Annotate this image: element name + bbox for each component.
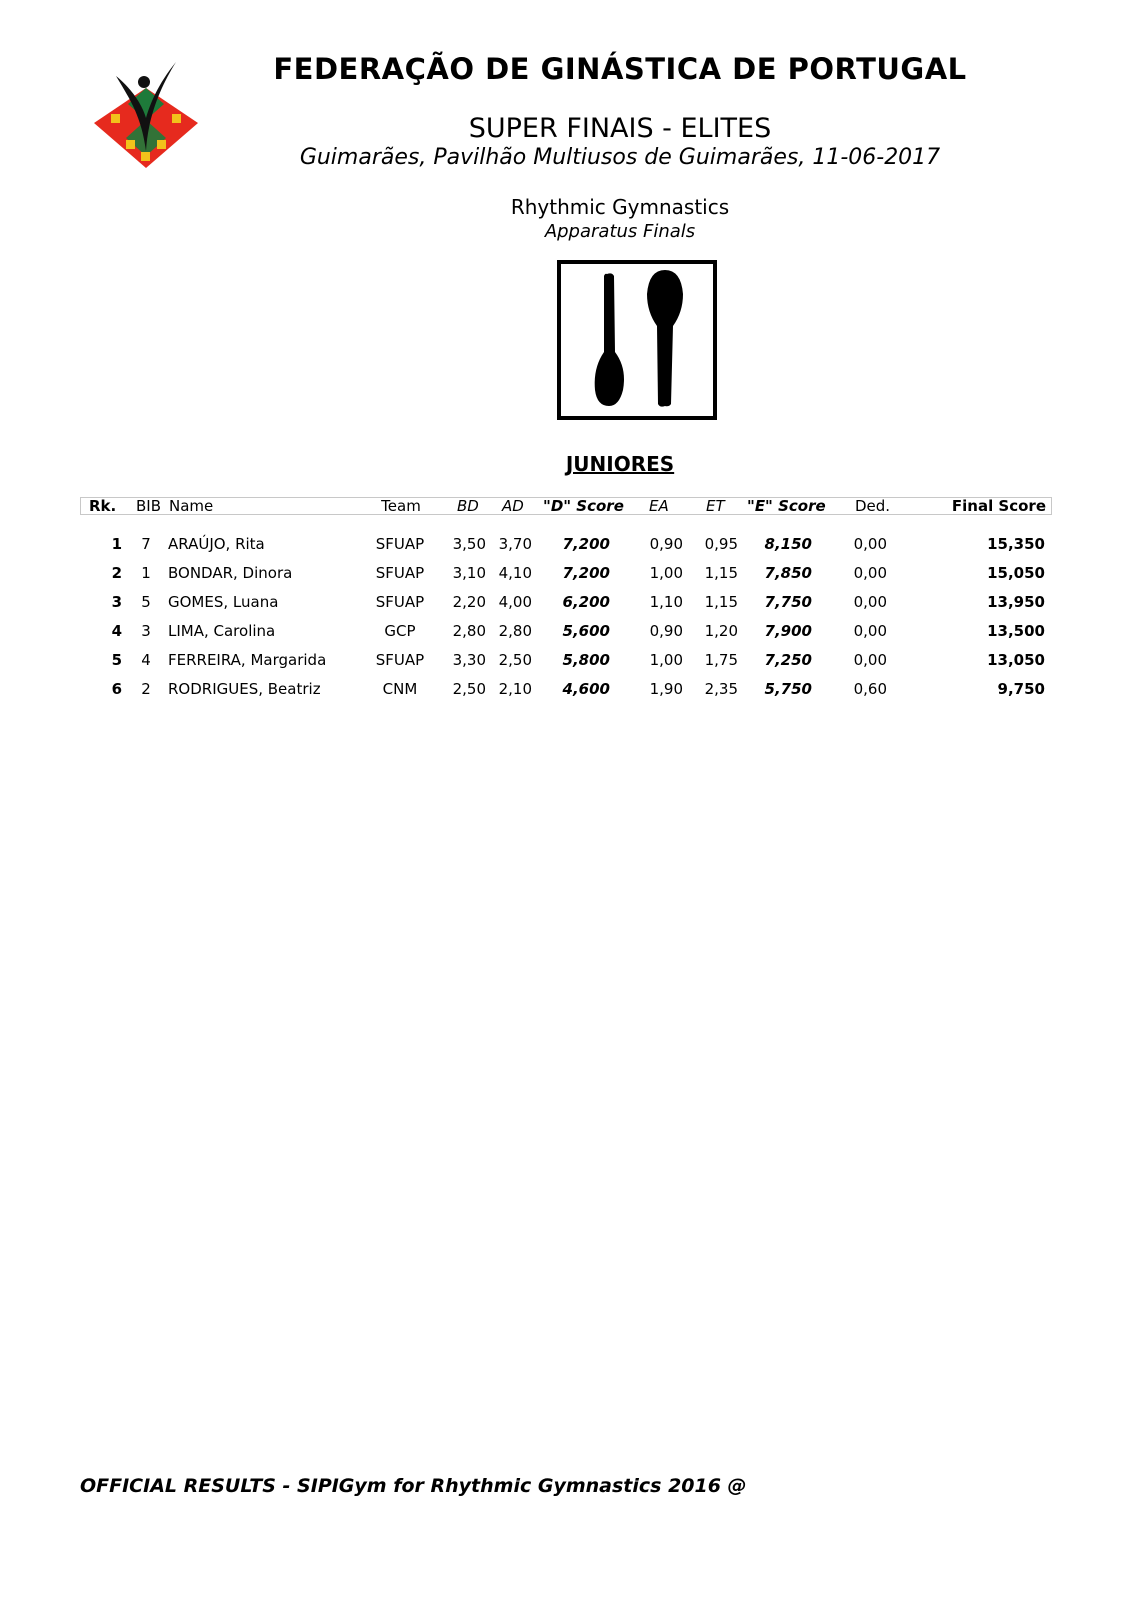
cell-e-score: 8,150 bbox=[764, 535, 812, 553]
event-venue: Guimarães, Pavilhão Multiusos de Guimarães, 11-06-2017 bbox=[299, 145, 941, 170]
cell-team: GCP bbox=[384, 622, 416, 640]
cell-team: SFUAP bbox=[375, 535, 425, 553]
header-team: Team bbox=[381, 497, 421, 515]
cell-ad: 3,70 bbox=[498, 535, 532, 553]
event-title: SUPER FINAIS - ELITES bbox=[468, 113, 772, 144]
cell-e-score: 7,250 bbox=[764, 651, 812, 669]
table-row bbox=[80, 573, 1052, 611]
cell-et: 2,35 bbox=[704, 680, 738, 698]
cell-name: FERREIRA, Margarida bbox=[168, 651, 327, 669]
category-title: JUNIORES bbox=[565, 452, 675, 476]
header-et: ET bbox=[706, 497, 725, 515]
cell-ad: 2,50 bbox=[498, 651, 532, 669]
cell-d-score: 6,200 bbox=[562, 593, 610, 611]
cell-e-score: 7,900 bbox=[764, 622, 812, 640]
cell-et: 1,15 bbox=[704, 564, 738, 582]
cell-ad: 2,80 bbox=[498, 622, 532, 640]
header-bib: BIB bbox=[136, 497, 162, 515]
header-rank: Rk. bbox=[89, 497, 117, 515]
cell-ea: 1,10 bbox=[649, 593, 683, 611]
cell-et: 1,75 bbox=[704, 651, 738, 669]
cell-e-score: 7,850 bbox=[764, 564, 812, 582]
cell-bib: 3 bbox=[141, 622, 151, 640]
cell-rank: 4 bbox=[111, 622, 122, 640]
cell-final-score: 13,050 bbox=[987, 651, 1045, 669]
cell-rank: 2 bbox=[111, 564, 122, 582]
cell-d-score: 7,200 bbox=[562, 564, 610, 582]
cell-ea: 1,00 bbox=[649, 651, 683, 669]
header-d-score: "D" Score bbox=[543, 497, 624, 515]
cell-name: BONDAR, Dinora bbox=[168, 564, 293, 582]
cell-d-score: 5,800 bbox=[562, 651, 610, 669]
cell-ea: 1,90 bbox=[649, 680, 683, 698]
header-bd: BD bbox=[457, 497, 479, 515]
cell-rank: 3 bbox=[111, 593, 122, 611]
cell-ea: 0,90 bbox=[649, 535, 683, 553]
cell-bd: 3,50 bbox=[452, 535, 486, 553]
table-header bbox=[80, 497, 1052, 515]
cell-d-score: 7,200 bbox=[562, 535, 610, 553]
cell-deduction: 0,00 bbox=[853, 593, 887, 611]
table-row bbox=[80, 544, 1052, 582]
cell-name: LIMA, Carolina bbox=[168, 622, 276, 640]
discipline-title: Rhythmic Gymnastics bbox=[510, 195, 730, 219]
header-ad: AD bbox=[502, 497, 524, 515]
cell-bib: 4 bbox=[141, 651, 151, 669]
cell-deduction: 0,00 bbox=[853, 651, 887, 669]
cell-bd: 2,20 bbox=[452, 593, 486, 611]
cell-team: SFUAP bbox=[375, 651, 425, 669]
cell-bib: 2 bbox=[141, 680, 151, 698]
cell-final-score: 15,050 bbox=[987, 564, 1045, 582]
cell-ea: 1,00 bbox=[649, 564, 683, 582]
cell-rank: 1 bbox=[111, 535, 122, 553]
cell-deduction: 0,00 bbox=[853, 622, 887, 640]
cell-e-score: 5,750 bbox=[764, 680, 812, 698]
table-row bbox=[80, 631, 1052, 669]
table-row bbox=[80, 602, 1052, 640]
cell-team: SFUAP bbox=[375, 593, 425, 611]
cell-et: 1,15 bbox=[704, 593, 738, 611]
cell-d-score: 4,600 bbox=[562, 680, 610, 698]
cell-ad: 2,10 bbox=[498, 680, 532, 698]
cell-ad: 4,00 bbox=[498, 593, 532, 611]
federation-title: FEDERAÇÃO DE GINÁSTICA DE PORTUGAL bbox=[273, 52, 967, 86]
table-row bbox=[80, 515, 1052, 553]
cell-e-score: 7,750 bbox=[764, 593, 812, 611]
header-name: Name bbox=[169, 497, 214, 515]
table-row bbox=[80, 660, 1052, 698]
cell-d-score: 5,600 bbox=[562, 622, 610, 640]
cell-bd: 2,50 bbox=[452, 680, 486, 698]
cell-team: CNM bbox=[382, 680, 418, 698]
cell-final-score: 13,950 bbox=[987, 593, 1045, 611]
footer-official-results: OFFICIAL RESULTS - SIPIGym for Rhythmic Gymnastics 2016 @ bbox=[80, 1475, 747, 1497]
results-table bbox=[80, 497, 1052, 698]
cell-name: GOMES, Luana bbox=[168, 593, 279, 611]
cell-bib: 5 bbox=[141, 593, 151, 611]
cell-final-score: 9,750 bbox=[997, 680, 1045, 698]
cell-name: ARAÚJO, Rita bbox=[168, 535, 265, 553]
federation-logo-icon bbox=[86, 56, 206, 176]
cell-final-score: 13,500 bbox=[987, 622, 1045, 640]
cell-final-score: 15,350 bbox=[987, 535, 1045, 553]
cell-ea: 0,90 bbox=[649, 622, 683, 640]
cell-et: 1,20 bbox=[704, 622, 738, 640]
cell-deduction: 0,00 bbox=[853, 564, 887, 582]
cell-ad: 4,10 bbox=[498, 564, 532, 582]
cell-deduction: 0,60 bbox=[853, 680, 887, 698]
clubs-icon bbox=[557, 260, 717, 420]
cell-name: RODRIGUES, Beatriz bbox=[168, 680, 321, 698]
header-deduction: Ded. bbox=[855, 497, 891, 515]
header-final-score: Final Score bbox=[951, 497, 1046, 515]
cell-et: 0,95 bbox=[704, 535, 738, 553]
cell-rank: 5 bbox=[111, 651, 122, 669]
cell-bd: 3,30 bbox=[452, 651, 486, 669]
phase-title: Apparatus Finals bbox=[544, 221, 696, 242]
cell-team: SFUAP bbox=[375, 564, 425, 582]
cell-bd: 3,10 bbox=[452, 564, 486, 582]
cell-bib: 1 bbox=[141, 564, 151, 582]
cell-bib: 7 bbox=[141, 535, 151, 553]
cell-deduction: 0,00 bbox=[853, 535, 887, 553]
header-e-score: "E" Score bbox=[747, 497, 826, 515]
cell-rank: 6 bbox=[111, 680, 122, 698]
cell-bd: 2,80 bbox=[452, 622, 486, 640]
header-ea: EA bbox=[649, 497, 669, 515]
